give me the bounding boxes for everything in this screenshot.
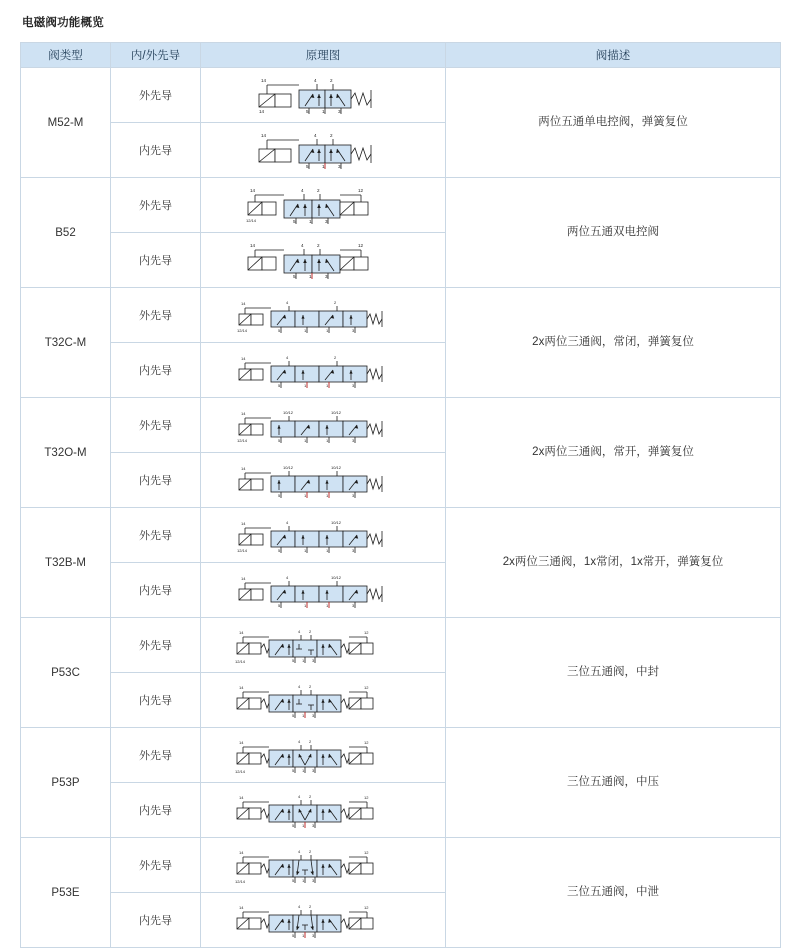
svg-text:3: 3	[312, 658, 315, 663]
svg-text:10/12: 10/12	[331, 410, 342, 415]
valve-diagram-t32om-internal	[201, 453, 446, 508]
table-body	[21, 68, 781, 948]
valve-type-cell: P53C	[21, 618, 111, 728]
svg-text:12/14: 12/14	[237, 328, 248, 333]
valve-diagram-m52m-external	[201, 68, 446, 123]
pilot-label-external: 外先导	[111, 68, 201, 123]
svg-text:1: 1	[304, 603, 307, 608]
col-header-diagram: 原理图	[201, 43, 446, 68]
svg-text:14: 14	[259, 109, 265, 114]
valve-description-cell: 2x两位三通阀，常闭，弹簧复位	[446, 288, 781, 398]
pilot-label-internal: 内先导	[111, 343, 201, 398]
svg-text:1: 1	[304, 328, 307, 333]
pilot-label-internal: 内先导	[111, 673, 201, 728]
svg-text:10/12: 10/12	[331, 465, 342, 470]
col-header-pilot: 内/外先导	[111, 43, 201, 68]
svg-text:1: 1	[302, 658, 305, 663]
svg-text:5: 5	[278, 493, 281, 498]
valve-type-cell: P53P	[21, 728, 111, 838]
table-header-row	[21, 43, 781, 68]
pilot-label-external: 外先导	[111, 398, 201, 453]
svg-text:1: 1	[302, 713, 305, 718]
svg-text:3: 3	[312, 878, 315, 883]
svg-text:14: 14	[261, 133, 267, 138]
svg-text:3: 3	[352, 328, 355, 333]
table-row	[21, 618, 781, 673]
svg-text:4: 4	[286, 300, 289, 305]
valve-description-cell: 三位五通阀，中封	[446, 618, 781, 728]
svg-text:2: 2	[309, 629, 312, 634]
valve-type-cell: T32O-M	[21, 398, 111, 508]
svg-text:2: 2	[309, 794, 312, 799]
svg-text:5: 5	[292, 878, 295, 883]
valve-diagram-p53c-external	[201, 618, 446, 673]
svg-text:3: 3	[312, 933, 315, 938]
svg-text:5: 5	[278, 438, 281, 443]
svg-text:14: 14	[241, 576, 246, 581]
svg-text:5: 5	[306, 164, 309, 169]
valve-diagram-t32bm-external	[201, 508, 446, 563]
svg-text:5: 5	[292, 658, 295, 663]
valve-type-cell: P53E	[21, 838, 111, 948]
svg-text:4: 4	[314, 78, 317, 83]
svg-text:2: 2	[317, 243, 320, 248]
svg-text:1: 1	[326, 438, 329, 443]
valve-description-cell: 两位五通单电控阀，弹簧复位	[446, 68, 781, 178]
valve-diagram-p53e-internal	[201, 893, 446, 948]
table-row	[21, 838, 781, 893]
svg-text:5: 5	[278, 328, 281, 333]
valve-diagram-p53p-internal	[201, 783, 446, 838]
pilot-label-external: 外先导	[111, 618, 201, 673]
svg-text:4: 4	[314, 133, 317, 138]
valve-description-cell: 三位五通阀，中压	[446, 728, 781, 838]
table-row	[21, 728, 781, 783]
col-header-description: 阀描述	[446, 43, 781, 68]
pilot-label-internal: 内先导	[111, 453, 201, 508]
svg-text:3: 3	[338, 164, 341, 169]
valve-description-cell: 2x两位三通阀，常开，弹簧复位	[446, 398, 781, 508]
svg-text:1: 1	[304, 383, 307, 388]
svg-text:12/14: 12/14	[235, 659, 246, 664]
svg-text:1: 1	[309, 274, 312, 279]
table-row	[21, 68, 781, 123]
svg-text:12: 12	[358, 188, 364, 193]
svg-text:12/14: 12/14	[246, 218, 257, 223]
svg-text:1: 1	[302, 933, 305, 938]
svg-text:4: 4	[301, 188, 304, 193]
svg-text:12: 12	[364, 850, 369, 855]
svg-text:1: 1	[326, 383, 329, 388]
svg-text:2: 2	[334, 355, 337, 360]
table-row	[21, 398, 781, 453]
svg-text:3: 3	[312, 823, 315, 828]
svg-text:3: 3	[325, 219, 328, 224]
svg-text:2: 2	[330, 133, 333, 138]
valve-diagram-t32cm-internal	[201, 343, 446, 398]
svg-text:1: 1	[302, 768, 305, 773]
valve-diagram-p53e-external	[201, 838, 446, 893]
pilot-label-internal: 内先导	[111, 563, 201, 618]
svg-text:3: 3	[352, 603, 355, 608]
svg-text:2: 2	[330, 78, 333, 83]
svg-text:1: 1	[326, 603, 329, 608]
valve-type-cell: M52-M	[21, 68, 111, 178]
svg-text:1: 1	[326, 548, 329, 553]
valve-diagram-b52-internal	[201, 233, 446, 288]
svg-text:12: 12	[364, 795, 369, 800]
svg-text:10/12: 10/12	[331, 520, 342, 525]
valve-diagram-t32cm-external	[201, 288, 446, 343]
svg-text:1: 1	[302, 878, 305, 883]
svg-text:4: 4	[298, 904, 301, 909]
svg-text:3: 3	[338, 109, 341, 114]
svg-text:5: 5	[293, 219, 296, 224]
page-title: 电磁阀功能概览	[22, 17, 104, 29]
valve-type-cell: T32B-M	[21, 508, 111, 618]
valve-type-cell: B52	[21, 178, 111, 288]
valve-diagram-b52-external	[201, 178, 446, 233]
svg-text:14: 14	[239, 740, 244, 745]
svg-text:12/14: 12/14	[235, 769, 246, 774]
svg-text:5: 5	[292, 823, 295, 828]
svg-text:12: 12	[358, 243, 364, 248]
svg-text:10/12: 10/12	[331, 575, 342, 580]
valve-description-cell: 三位五通阀，中泄	[446, 838, 781, 948]
svg-text:1: 1	[322, 164, 325, 169]
svg-text:3: 3	[352, 383, 355, 388]
svg-text:5: 5	[292, 933, 295, 938]
svg-text:12: 12	[364, 685, 369, 690]
valve-description-cell: 两位五通双电控阀	[446, 178, 781, 288]
valve-diagram-p53p-external	[201, 728, 446, 783]
svg-text:1: 1	[309, 219, 312, 224]
svg-text:4: 4	[298, 794, 301, 799]
svg-text:14: 14	[239, 850, 244, 855]
svg-text:4: 4	[298, 629, 301, 634]
svg-text:1: 1	[326, 493, 329, 498]
svg-text:3: 3	[352, 548, 355, 553]
svg-text:14: 14	[250, 243, 256, 248]
svg-text:2: 2	[309, 849, 312, 854]
valve-diagram-t32bm-internal	[201, 563, 446, 618]
svg-text:14: 14	[241, 466, 246, 471]
pilot-label-internal: 内先导	[111, 123, 201, 178]
table-row	[21, 178, 781, 233]
svg-text:1: 1	[302, 823, 305, 828]
svg-text:10/12: 10/12	[283, 410, 294, 415]
svg-text:3: 3	[352, 493, 355, 498]
pilot-label-internal: 内先导	[111, 893, 201, 948]
svg-text:14: 14	[261, 78, 267, 83]
svg-text:2: 2	[334, 300, 337, 305]
svg-text:5: 5	[278, 548, 281, 553]
svg-text:5: 5	[292, 768, 295, 773]
svg-text:5: 5	[292, 713, 295, 718]
svg-text:12/14: 12/14	[237, 548, 248, 553]
svg-text:14: 14	[241, 411, 246, 416]
svg-text:12: 12	[364, 630, 369, 635]
valve-function-table	[20, 42, 781, 948]
svg-text:2: 2	[317, 188, 320, 193]
svg-text:4: 4	[286, 520, 289, 525]
svg-text:12: 12	[364, 905, 369, 910]
pilot-label-external: 外先导	[111, 178, 201, 233]
svg-text:4: 4	[298, 684, 301, 689]
svg-text:5: 5	[293, 274, 296, 279]
svg-text:12/14: 12/14	[235, 879, 246, 884]
table-header	[21, 43, 781, 68]
svg-text:4: 4	[301, 243, 304, 248]
svg-text:1: 1	[304, 548, 307, 553]
svg-text:3: 3	[352, 438, 355, 443]
svg-text:1: 1	[322, 109, 325, 114]
svg-text:14: 14	[239, 630, 244, 635]
svg-text:1: 1	[304, 438, 307, 443]
svg-text:14: 14	[239, 905, 244, 910]
svg-text:10/12: 10/12	[283, 465, 294, 470]
svg-text:12/14: 12/14	[237, 438, 248, 443]
svg-text:3: 3	[312, 768, 315, 773]
svg-text:4: 4	[298, 739, 301, 744]
svg-text:14: 14	[239, 795, 244, 800]
svg-text:2: 2	[309, 904, 312, 909]
pilot-label-external: 外先导	[111, 288, 201, 343]
svg-text:14: 14	[241, 301, 246, 306]
svg-text:3: 3	[325, 274, 328, 279]
pilot-label-external: 外先导	[111, 728, 201, 783]
valve-diagram-m52m-internal	[201, 123, 446, 178]
valve-type-cell: T32C-M	[21, 288, 111, 398]
svg-text:3: 3	[312, 713, 315, 718]
svg-text:14: 14	[239, 685, 244, 690]
svg-text:1: 1	[304, 493, 307, 498]
svg-text:14: 14	[250, 188, 256, 193]
svg-text:5: 5	[278, 383, 281, 388]
col-header-valve-type: 阀类型	[21, 43, 111, 68]
valve-diagram-p53c-internal	[201, 673, 446, 728]
svg-text:2: 2	[309, 739, 312, 744]
svg-text:4: 4	[298, 849, 301, 854]
table-row	[21, 288, 781, 343]
valve-description-cell: 2x两位三通阀，1x常闭，1x常开，弹簧复位	[446, 508, 781, 618]
pilot-label-internal: 内先导	[111, 233, 201, 288]
svg-text:2: 2	[309, 684, 312, 689]
svg-text:4: 4	[286, 355, 289, 360]
valve-diagram-t32om-external	[201, 398, 446, 453]
svg-text:12: 12	[364, 740, 369, 745]
pilot-label-internal: 内先导	[111, 783, 201, 838]
svg-text:5: 5	[306, 109, 309, 114]
pilot-label-external: 外先导	[111, 838, 201, 893]
svg-text:1: 1	[326, 328, 329, 333]
pilot-label-external: 外先导	[111, 508, 201, 563]
table-row	[21, 508, 781, 563]
svg-text:5: 5	[278, 603, 281, 608]
svg-text:4: 4	[286, 575, 289, 580]
svg-text:14: 14	[241, 521, 246, 526]
svg-text:14: 14	[241, 356, 246, 361]
